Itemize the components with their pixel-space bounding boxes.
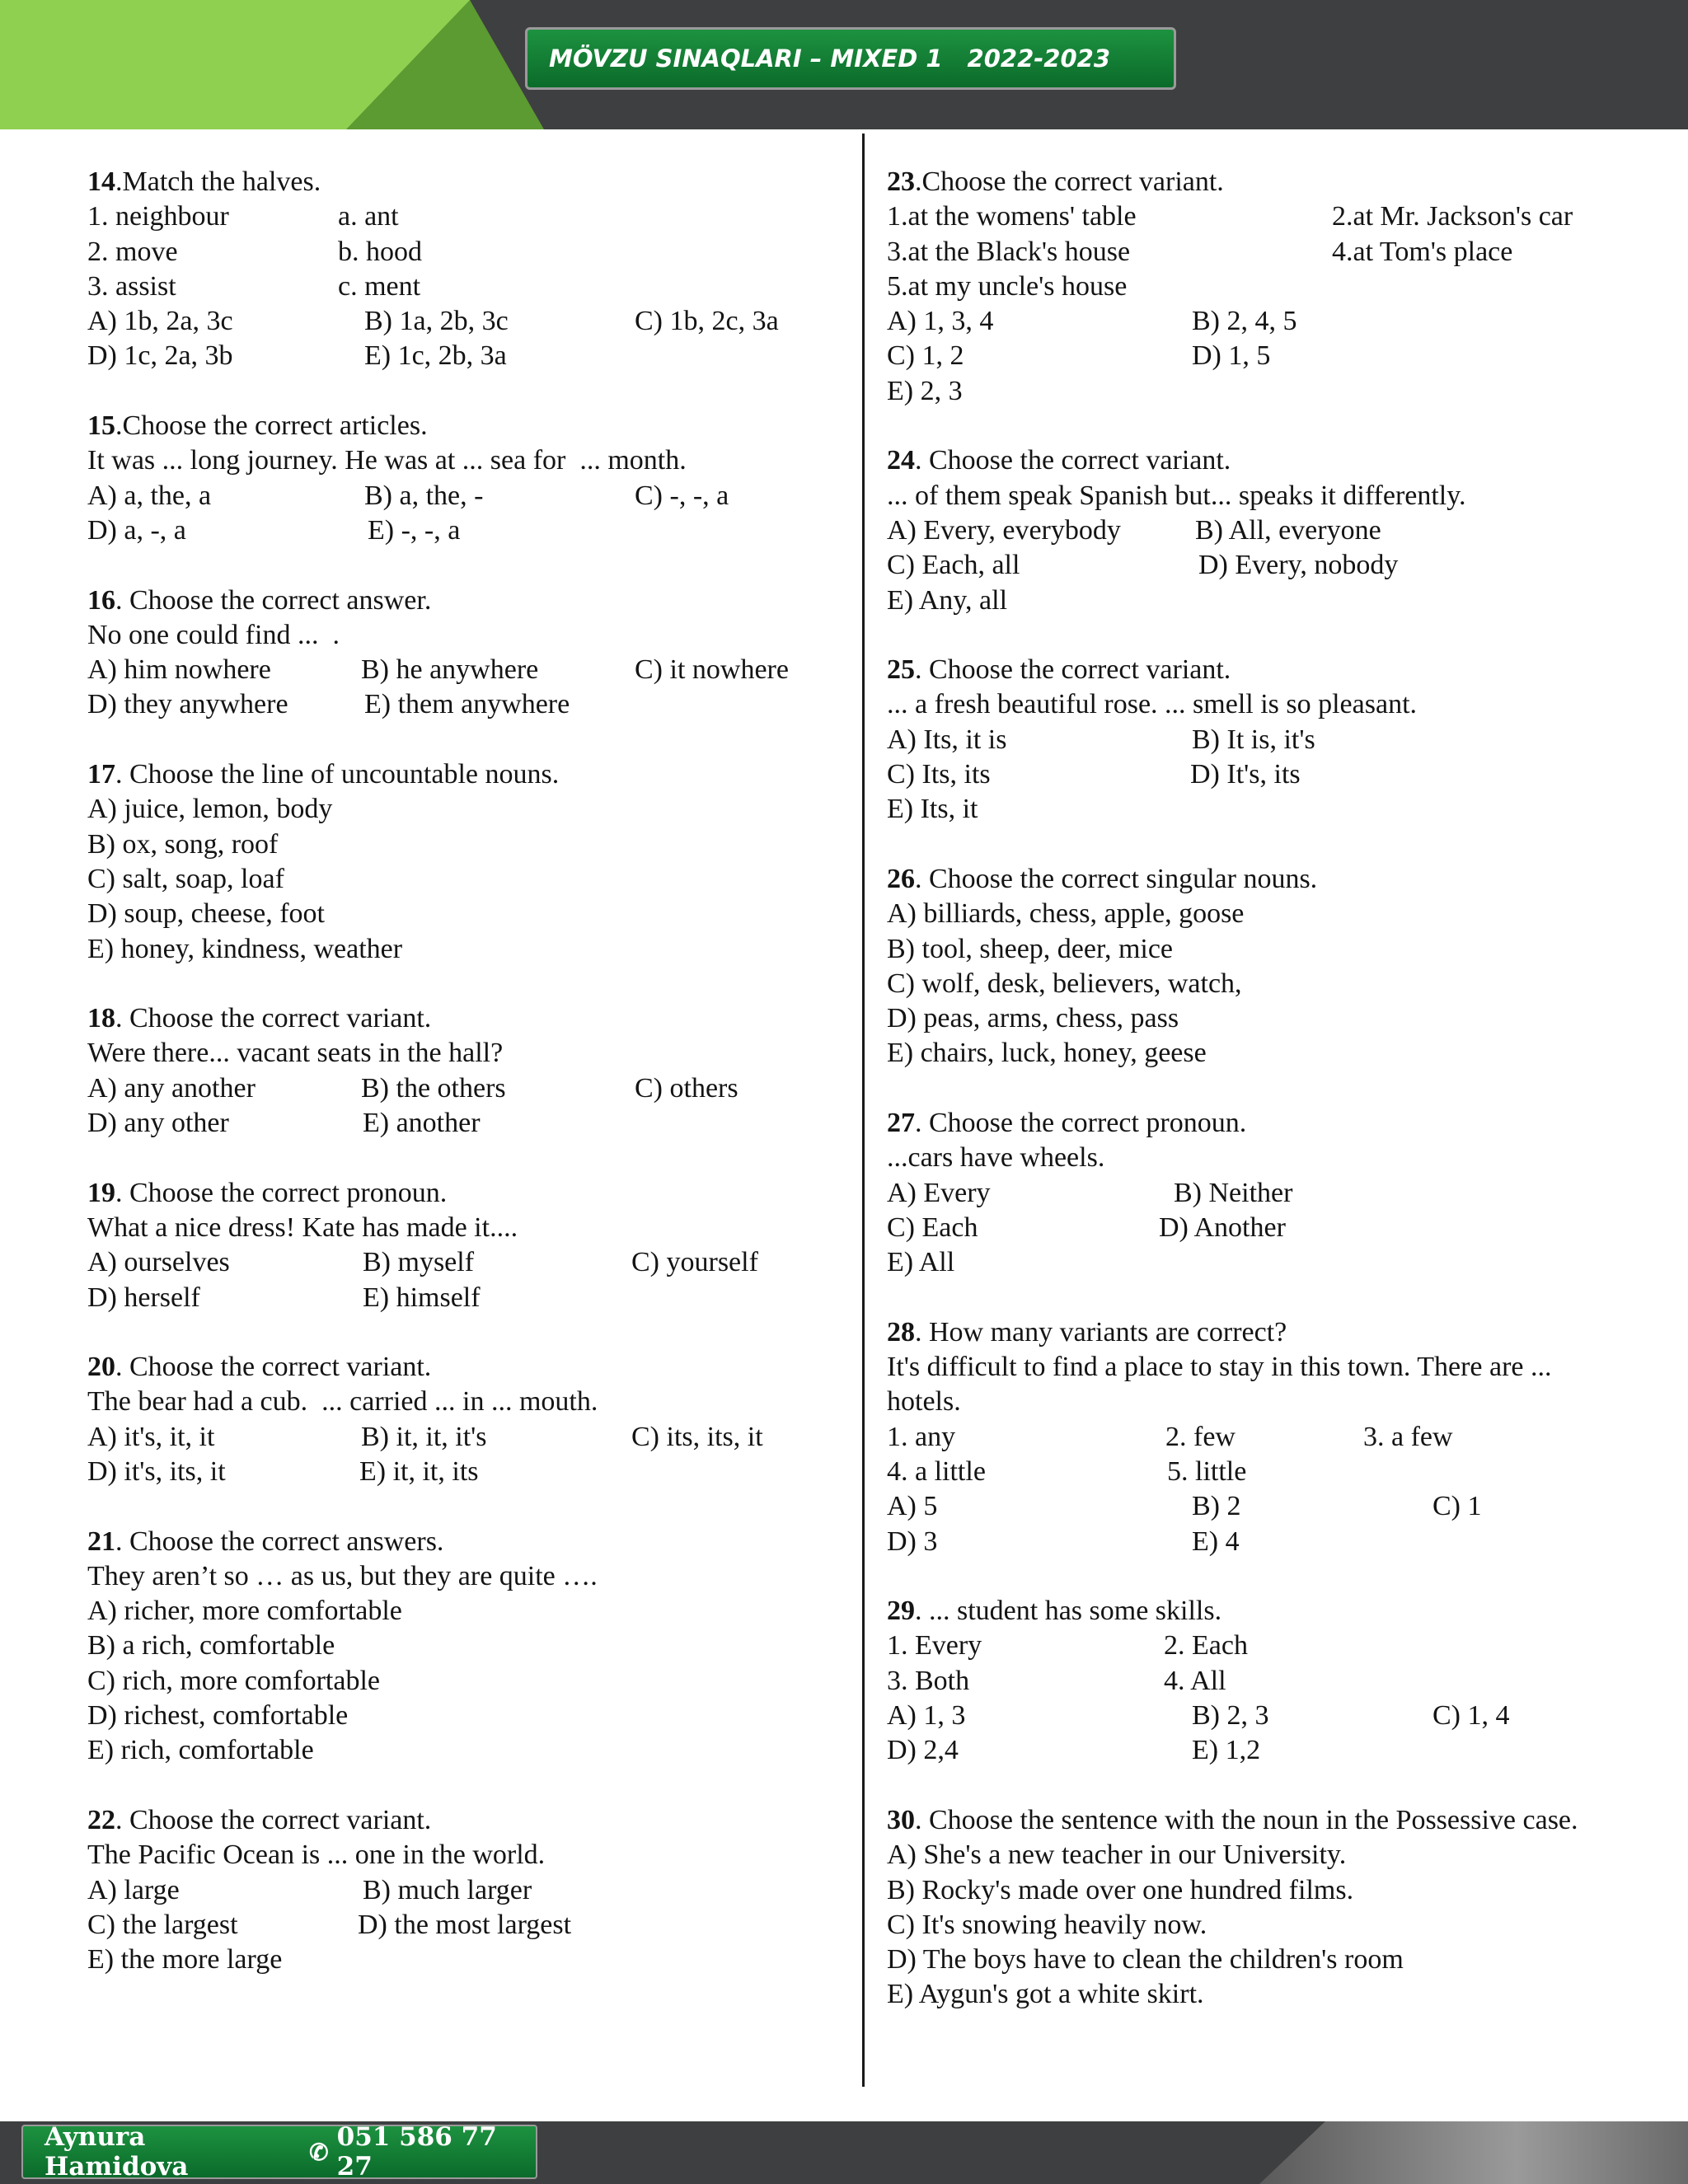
- question-stem: [887, 1803, 1578, 1838]
- question-line: [87, 897, 846, 931]
- answer-option: B) ox, song, roof: [87, 828, 279, 860]
- question-24: [887, 443, 1678, 617]
- answer-option: D) Every, nobody: [1198, 550, 1399, 581]
- answer-option: B) It is, it's: [1192, 724, 1315, 755]
- question-line: [887, 1977, 1678, 2012]
- answer-option: C) salt, soap, loaf: [87, 863, 284, 894]
- question-item: a. ant: [338, 201, 399, 232]
- question-item: 2. few: [1165, 1421, 1236, 1452]
- answer-option: D) the most largest: [358, 1909, 572, 1940]
- question-stem: [887, 653, 1231, 687]
- question-number: 25: [887, 654, 915, 686]
- question-line: [87, 409, 846, 443]
- question-line: [87, 443, 846, 478]
- school-year: 2022-2023: [967, 45, 1111, 73]
- question-text: . ... student has some skills.: [915, 1596, 1222, 1627]
- answer-option: C) It's snowing heavily now.: [887, 1909, 1207, 1940]
- question-21: [87, 1525, 846, 1769]
- question-stem: [887, 443, 1231, 478]
- question-number: 20: [87, 1352, 115, 1383]
- answer-option: B) Neither: [1174, 1177, 1293, 1208]
- answer-option: D) it's, its, it: [87, 1455, 226, 1487]
- answer-option: A) richer, more comfortable: [87, 1596, 402, 1627]
- question-line: [887, 1036, 1678, 1071]
- question-line: [887, 339, 1678, 373]
- question-22: [87, 1803, 846, 1977]
- question-item: They aren’t so … as us, but they are quite ….: [87, 1560, 598, 1591]
- answer-option: E) 4: [1192, 1526, 1240, 1557]
- answer-option: B) much larger: [363, 1874, 532, 1905]
- answer-option: B) he anywhere: [361, 654, 539, 686]
- question-item: 4. All: [1164, 1665, 1226, 1696]
- question-14: [87, 165, 846, 374]
- question-number: 17: [87, 759, 115, 790]
- question-line: [87, 583, 846, 618]
- question-item: What a nice dress! Kate has made it....: [87, 1212, 518, 1243]
- column-divider: [862, 134, 865, 2087]
- question-text: . Choose the correct answer.: [115, 584, 432, 616]
- question-line: [887, 1001, 1678, 1036]
- question-29: [887, 1594, 1678, 1768]
- answer-option: B) 2, 3: [1192, 1700, 1269, 1732]
- question-text: . How many variants are correct?: [915, 1316, 1287, 1347]
- answer-option: D) herself: [87, 1282, 200, 1313]
- answer-option: A) him nowhere: [87, 654, 271, 686]
- question-line: [87, 1036, 846, 1071]
- question-stem: [87, 1176, 447, 1211]
- question-line: [87, 1281, 846, 1315]
- footer-grey-shape: [1259, 2121, 1688, 2184]
- answer-option: E) chairs, luck, honey, geese: [887, 1038, 1207, 1069]
- question-line: [87, 1211, 846, 1245]
- question-line: [87, 1071, 846, 1106]
- answer-option: C) -, -, a: [635, 480, 729, 511]
- question-25: [887, 653, 1678, 827]
- question-line: [87, 1525, 846, 1559]
- question-number: 22: [87, 1804, 115, 1835]
- answer-option: A) 1, 3, 4: [887, 306, 994, 337]
- answer-option: A) 1, 3: [887, 1700, 966, 1732]
- question-line: [87, 1385, 846, 1419]
- left-column: [87, 165, 846, 2013]
- answer-option: B) a, the, -: [364, 480, 484, 511]
- question-item: 1. neighbour: [87, 201, 229, 232]
- question-30: [887, 1803, 1678, 2013]
- question-item: 1. Every: [887, 1630, 982, 1661]
- question-line: [87, 827, 846, 862]
- question-number: 15: [87, 410, 115, 442]
- answer-option: D) a, -, a: [87, 514, 186, 546]
- answer-option: C) Each: [887, 1212, 978, 1243]
- answer-option: C) others: [635, 1072, 738, 1104]
- question-15: [87, 409, 846, 548]
- question-line: [887, 1385, 1678, 1419]
- answer-option: A) She's a new teacher in our University.: [887, 1840, 1347, 1871]
- question-line: [887, 1594, 1678, 1629]
- answer-option: C) 1b, 2c, 3a: [635, 306, 779, 337]
- question-line: [87, 304, 846, 339]
- answer-option: D) they anywhere: [87, 689, 288, 720]
- question-item: No one could find ... .: [87, 619, 340, 650]
- answer-option: E) it, it, its: [359, 1455, 479, 1487]
- answer-option: E) himself: [363, 1282, 481, 1313]
- answer-option: B) 2, 4, 5: [1192, 306, 1297, 337]
- question-line: [887, 1699, 1678, 1733]
- question-text: . Choose the correct pronoun.: [115, 1177, 448, 1208]
- answer-option: C) 1, 2: [887, 340, 964, 372]
- question-item: 1. any: [887, 1421, 956, 1452]
- question-number: 29: [887, 1596, 915, 1627]
- question-line: [887, 1943, 1678, 1977]
- answer-option: A) 1b, 2a, 3c: [87, 306, 233, 337]
- question-line: [87, 339, 846, 373]
- title-badge: [525, 27, 1176, 90]
- question-line: [887, 687, 1678, 722]
- answer-option: B) a rich, comfortable: [87, 1630, 335, 1661]
- question-number: 23: [887, 166, 915, 197]
- answer-option: B) Rocky's made over one hundred films.: [887, 1874, 1354, 1905]
- question-number: 18: [87, 1003, 115, 1034]
- answer-option: C) it nowhere: [635, 654, 789, 686]
- question-item: 2. move: [87, 236, 178, 267]
- question-stem: [87, 583, 431, 618]
- answer-option: C) Its, its: [887, 759, 991, 790]
- question-line: [87, 1001, 846, 1036]
- question-item: 4. a little: [887, 1455, 986, 1487]
- question-26: [887, 862, 1678, 1071]
- question-line: [87, 199, 846, 234]
- answer-option: A) Every: [887, 1177, 991, 1208]
- question-text: . Choose the correct pronoun.: [915, 1108, 1247, 1139]
- answer-option: E) rich, comfortable: [87, 1735, 314, 1766]
- answer-option: B) 2: [1192, 1491, 1241, 1522]
- question-number: 19: [87, 1177, 115, 1208]
- question-number: 26: [887, 863, 915, 894]
- question-line: [87, 932, 846, 967]
- question-text: . Choose the line of uncountable nouns.: [115, 759, 560, 790]
- question-text: .Choose the correct articles.: [115, 410, 428, 442]
- question-line: [87, 1245, 846, 1280]
- question-stem: [887, 862, 1317, 897]
- answer-option: B) the others: [361, 1072, 506, 1104]
- question-line: [87, 1699, 846, 1733]
- answer-option: B) it, it, it's: [361, 1421, 487, 1452]
- question-item: Were there... vacant seats in the hall?: [87, 1038, 504, 1069]
- question-line: [87, 269, 846, 304]
- answer-option: D) It's, its: [1190, 759, 1301, 790]
- question-23: [887, 165, 1678, 409]
- question-text: . Choose the correct singular nouns.: [915, 863, 1318, 894]
- question-line: [87, 513, 846, 548]
- answer-option: C) Each, all: [887, 550, 1020, 581]
- question-line: [887, 932, 1678, 967]
- answer-option: E) Its, it: [887, 794, 978, 825]
- question-line: [887, 1733, 1678, 1768]
- question-text: . Choose the correct variant.: [115, 1804, 432, 1835]
- question-item: 3. Both: [887, 1665, 970, 1696]
- question-line: [87, 1455, 846, 1489]
- footer-badge: [21, 2122, 537, 2182]
- answer-option: D) richest, comfortable: [87, 1700, 349, 1732]
- question-item: 3. a few: [1363, 1421, 1453, 1452]
- author-name: Aynura Hamidova: [45, 2122, 189, 2182]
- question-28: [887, 1315, 1678, 1559]
- question-line: [87, 165, 846, 199]
- question-line: [87, 1559, 846, 1594]
- answer-option: C) its, its, it: [631, 1421, 763, 1452]
- question-item: ... of them speak Spanish but... speaks it differently.: [887, 480, 1466, 511]
- question-line: [87, 618, 846, 653]
- answer-option: D) Another: [1159, 1212, 1286, 1243]
- question-line: [887, 1211, 1678, 1245]
- question-item: ... a fresh beautiful rose. ... smell is so pleasant.: [887, 689, 1418, 720]
- question-line: [87, 862, 846, 897]
- phone-icon: ✆: [309, 2138, 329, 2166]
- answer-option: E) 2, 3: [887, 375, 963, 406]
- answer-option: D) soup, cheese, foot: [87, 898, 325, 930]
- question-item: 2.at Mr. Jackson's car: [1332, 201, 1573, 232]
- answer-option: C) the largest: [87, 1909, 238, 1940]
- question-number: 16: [87, 584, 115, 616]
- question-number: 21: [87, 1526, 115, 1557]
- question-line: [887, 792, 1678, 827]
- question-line: [887, 304, 1678, 339]
- answer-option: C) 1, 4: [1432, 1700, 1510, 1732]
- question-line: [887, 1141, 1678, 1175]
- answer-option: B) 1a, 2b, 3c: [364, 306, 509, 337]
- question-item: 4.at Tom's place: [1332, 236, 1513, 267]
- answer-option: A) Every, everybody: [887, 514, 1121, 546]
- question-line: [887, 1525, 1678, 1559]
- question-item: ...cars have wheels.: [887, 1142, 1105, 1174]
- question-line: [87, 1733, 846, 1768]
- answer-option: C) 1: [1432, 1491, 1482, 1522]
- answer-option: D) 2,4: [887, 1735, 959, 1766]
- question-item: 3. assist: [87, 270, 176, 302]
- answer-option: C) yourself: [631, 1247, 758, 1278]
- answer-option: E) 1,2: [1192, 1735, 1261, 1766]
- question-line: [87, 1664, 846, 1699]
- question-line: [887, 199, 1678, 234]
- question-line: [87, 687, 846, 722]
- question-line: [887, 653, 1678, 687]
- question-line: [887, 269, 1678, 304]
- answer-option: E) them anywhere: [364, 689, 570, 720]
- question-line: [887, 862, 1678, 897]
- question-line: [87, 1350, 846, 1385]
- question-item: 1.at the womens' table: [887, 201, 1137, 232]
- question-line: [887, 1106, 1678, 1141]
- answer-option: B) myself: [363, 1247, 475, 1278]
- answer-option: B) tool, sheep, deer, mice: [887, 933, 1174, 964]
- question-line: [887, 757, 1678, 792]
- question-line: [87, 653, 846, 687]
- question-line: [87, 1594, 846, 1629]
- question-text: . Choose the correct answers.: [115, 1526, 444, 1557]
- question-line: [887, 513, 1678, 548]
- question-line: [887, 723, 1678, 757]
- question-stem: [887, 1594, 1221, 1629]
- question-line: [887, 1420, 1678, 1455]
- question-line: [87, 479, 846, 513]
- question-line: [887, 1489, 1678, 1524]
- answer-option: D) any other: [87, 1108, 229, 1139]
- answer-option: A) any another: [87, 1072, 256, 1104]
- answer-option: C) rich, more comfortable: [87, 1665, 380, 1696]
- answer-option: E) All: [887, 1247, 955, 1278]
- question-line: [87, 1803, 846, 1838]
- answer-option: A) juice, lemon, body: [87, 794, 333, 825]
- question-line: [887, 1315, 1678, 1350]
- answer-option: D) The boys have to clean the children's room: [887, 1944, 1404, 1975]
- answer-option: D) 1, 5: [1192, 340, 1271, 372]
- question-item: 2. Each: [1164, 1630, 1248, 1661]
- question-stem: [887, 1315, 1287, 1350]
- answer-option: C) wolf, desk, believers, watch,: [887, 968, 1242, 999]
- question-line: [887, 1176, 1678, 1211]
- answer-option: A) it's, it, it: [87, 1421, 215, 1452]
- question-18: [87, 1001, 846, 1141]
- question-17: [87, 757, 846, 967]
- question-stem: [87, 1525, 443, 1559]
- answer-option: B) All, everyone: [1195, 514, 1381, 546]
- question-line: [887, 548, 1678, 583]
- question-stem: [887, 1106, 1246, 1141]
- answer-option: A) large: [87, 1874, 180, 1905]
- question-text: . Choose the correct variant.: [915, 445, 1231, 476]
- question-line: [887, 1245, 1678, 1280]
- answer-option: E) 1c, 2b, 3a: [364, 340, 507, 372]
- question-item: 5.at my uncle's house: [887, 270, 1128, 302]
- question-line: [887, 897, 1678, 931]
- question-line: [887, 583, 1678, 618]
- question-item: c. ment: [338, 270, 421, 302]
- answer-option: A) billiards, chess, apple, goose: [887, 898, 1245, 930]
- question-16: [87, 583, 846, 723]
- question-line: [87, 792, 846, 827]
- question-line: [887, 479, 1678, 513]
- phone-number: 051 586 77 27: [336, 2122, 497, 2182]
- question-line: [87, 1420, 846, 1455]
- question-line: [887, 1908, 1678, 1943]
- question-line: [887, 443, 1678, 478]
- question-line: [887, 1803, 1678, 1838]
- question-line: [887, 1455, 1678, 1489]
- answer-option: E) honey, kindness, weather: [87, 933, 403, 964]
- answer-option: E) Any, all: [887, 584, 1008, 616]
- question-number: 14: [87, 166, 115, 197]
- question-stem: [87, 165, 321, 199]
- answer-option: E) -, -, a: [368, 514, 461, 546]
- answer-option: E) the more large: [87, 1944, 283, 1975]
- question-line: [887, 1664, 1678, 1699]
- question-number: 24: [887, 445, 915, 476]
- question-line: [87, 1838, 846, 1872]
- question-line: [887, 235, 1678, 269]
- right-column: [887, 165, 1678, 2047]
- question-stem: [87, 757, 559, 792]
- question-item: 5. little: [1167, 1455, 1247, 1487]
- question-stem: [87, 1350, 431, 1385]
- question-text: .Match the halves.: [115, 166, 321, 197]
- question-item: b. hood: [338, 236, 422, 267]
- question-item: hotels.: [887, 1386, 961, 1418]
- question-19: [87, 1176, 846, 1315]
- question-line: [87, 1629, 846, 1663]
- question-line: [87, 235, 846, 269]
- question-line: [887, 1350, 1678, 1385]
- question-number: 30: [887, 1804, 915, 1835]
- question-line: [887, 1838, 1678, 1872]
- question-line: [87, 1176, 846, 1211]
- question-text: . Choose the correct variant.: [915, 654, 1231, 686]
- question-item: The Pacific Ocean is ... one in the world.: [87, 1840, 546, 1871]
- question-stem: [87, 1803, 431, 1838]
- question-line: [887, 967, 1678, 1001]
- answer-option: D) peas, arms, chess, pass: [887, 1003, 1179, 1034]
- question-item: The bear had a cub. ... carried ... in ... mouth.: [87, 1386, 598, 1418]
- answer-option: A) a, the, a: [87, 480, 212, 511]
- question-stem: [87, 1001, 431, 1036]
- question-line: [87, 1908, 846, 1943]
- answer-option: A) Its, it is: [887, 724, 1007, 755]
- page-title: MÖVZU SINAQLARI – MIXED 1: [549, 45, 943, 73]
- question-item: It's difficult to find a place to stay in this town. There are ...: [887, 1352, 1552, 1383]
- question-text: .Choose the correct variant.: [915, 166, 1224, 197]
- question-20: [87, 1350, 846, 1489]
- question-line: [887, 165, 1678, 199]
- question-line: [887, 1873, 1678, 1908]
- question-text: . Choose the sentence with the noun in the Possessive case.: [915, 1804, 1578, 1835]
- question-stem: [887, 165, 1224, 199]
- question-line: [887, 374, 1678, 409]
- question-text: . Choose the correct variant.: [115, 1352, 432, 1383]
- question-item: 3.at the Black's house: [887, 236, 1131, 267]
- question-line: [87, 757, 846, 792]
- answer-option: D) 3: [887, 1526, 938, 1557]
- question-number: 28: [887, 1316, 915, 1347]
- answer-option: A) 5: [887, 1491, 938, 1522]
- question-stem: [87, 409, 428, 443]
- question-line: [87, 1106, 846, 1141]
- question-27: [887, 1106, 1678, 1280]
- answer-option: A) ourselves: [87, 1247, 230, 1278]
- question-line: [87, 1873, 846, 1908]
- question-text: . Choose the correct variant.: [115, 1003, 432, 1034]
- question-line: [87, 1943, 846, 1977]
- answer-option: E) another: [363, 1108, 481, 1139]
- answer-option: D) 1c, 2a, 3b: [87, 340, 233, 372]
- question-line: [887, 1629, 1678, 1663]
- answer-option: E) Aygun's got a white skirt.: [887, 1979, 1204, 2010]
- question-item: It was ... long journey. He was at ... sea for ... month.: [87, 445, 687, 476]
- question-number: 27: [887, 1108, 915, 1139]
